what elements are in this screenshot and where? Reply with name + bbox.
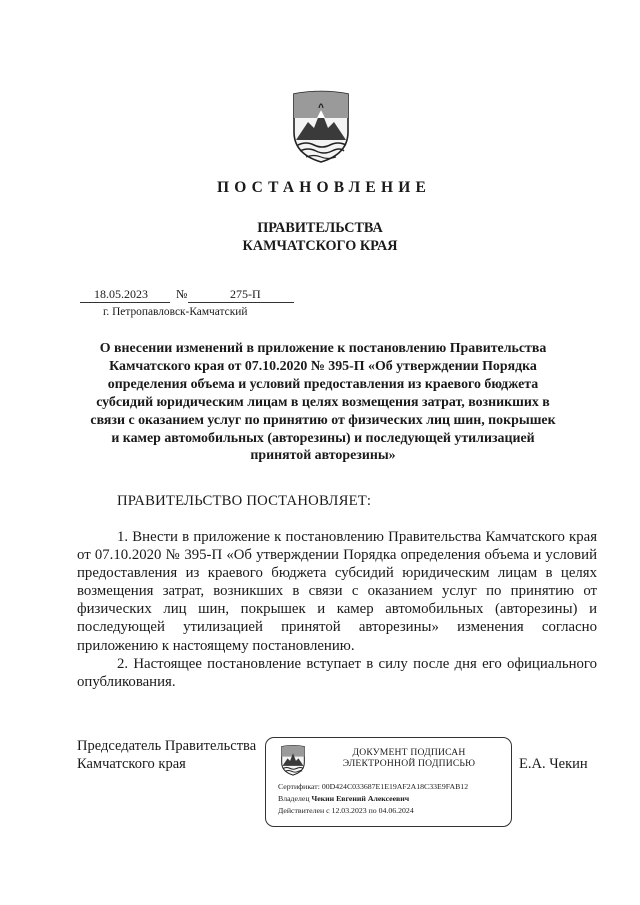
- subject-line: О внесении изменений в приложение к постановлению Правительства: [99, 341, 547, 356]
- subject-line: и камер автомобильных (авторезины) и последующей утилизацией: [111, 430, 535, 446]
- valid-to-word: по: [368, 806, 377, 815]
- valid-from: 12.03.2023: [331, 806, 367, 815]
- signer-position-line-2: Камчатского края: [77, 756, 186, 772]
- stamp-validity-row: [278, 806, 414, 815]
- owner-label: Владелец: [278, 794, 310, 803]
- owner-value: Чекин Евгений Алексеевич: [311, 794, 410, 803]
- valid-from-word: с: [326, 806, 330, 815]
- subject-line: принятой авторезины»: [250, 448, 396, 464]
- issuer-line-1: ПРАВИТЕЛЬСТВА: [257, 220, 383, 236]
- number-underline: [188, 302, 294, 303]
- number-sign: №: [176, 287, 188, 301]
- body-paragraph-2: 2. Настоящее постановление вступает в силу после дня его официального опубликования.: [77, 655, 597, 690]
- date-underline: [80, 302, 170, 303]
- city-name: г. Петропавловск-Камчатский: [103, 306, 248, 318]
- issuer-name: [0, 219, 640, 255]
- stamp-heading-line-2: ЭЛЕКТРОННОЙ ПОДПИСЬЮ: [342, 758, 476, 769]
- kamchatka-coat-of-arms-icon: [290, 88, 352, 164]
- kamchatka-coat-of-arms-icon: [280, 744, 306, 776]
- decree-date: 18.05.2023: [94, 287, 148, 301]
- subject-line: связи с оказанием услуг по принятию от физических лиц шин, покрышек: [90, 412, 556, 428]
- signer-position: [77, 737, 256, 773]
- signer-position-line-1: Председатель Правительства: [77, 738, 257, 754]
- valid-to: 04.06.2024: [378, 806, 414, 815]
- decree-subject: [74, 340, 572, 465]
- subject-line: определения объема и условий предоставления из краевого бюджета: [107, 376, 539, 392]
- subject-line: Камчатского края от 07.10.2020 № 395-П «Об утверждении Порядка: [109, 358, 537, 374]
- certificate-label: Сертификат: [278, 782, 318, 791]
- stamp-owner-row: [278, 794, 409, 803]
- issuer-line-2: КАМЧАТСКОГО КРАЯ: [242, 238, 398, 254]
- subject-line: субсидий юридическим лицам в целях возмещения затрат, возникших в: [96, 394, 550, 410]
- body-paragraph-1: 1. Внести в приложение к постановлению Правительства Камчатского края от 07.10.2020 № 395-П «Об утверждении Порядка определения объема и условий предоставления из краевого бюджета субсидий юридическим лицам в целях возмещения затрат, возникших в связи с оказанием услуг по принятию от физических лиц шин, покрышек и камер автомобильных (авторезины) и последующей утилизацией принятой авторезины» изменения согласно приложению к настоящему постановлению.: [77, 529, 597, 654]
- valid-label: Действителен: [278, 806, 325, 815]
- stamp-certificate-row: Сертификат: 00D424C033687E1E19AF2A18C33E9FAB12: [278, 782, 469, 791]
- stamp-heading-line-1: ДОКУМЕНТ ПОДПИСАН: [352, 747, 466, 758]
- stamp-heading: [314, 747, 504, 769]
- decree-number: 275-П: [230, 287, 261, 301]
- certificate-value: 00D424C033687E1E19AF2A18C33E9FAB12: [321, 782, 469, 791]
- decree-body: [77, 528, 597, 691]
- signer-name: Е.А. Чекин: [519, 756, 588, 772]
- document-type-title: ПОСТАНОВЛЕНИЕ: [216, 179, 432, 196]
- electronic-signature-stamp: [265, 737, 512, 827]
- resolves-heading: ПРАВИТЕЛЬСТВО ПОСТАНОВЛЯЕТ:: [117, 493, 372, 509]
